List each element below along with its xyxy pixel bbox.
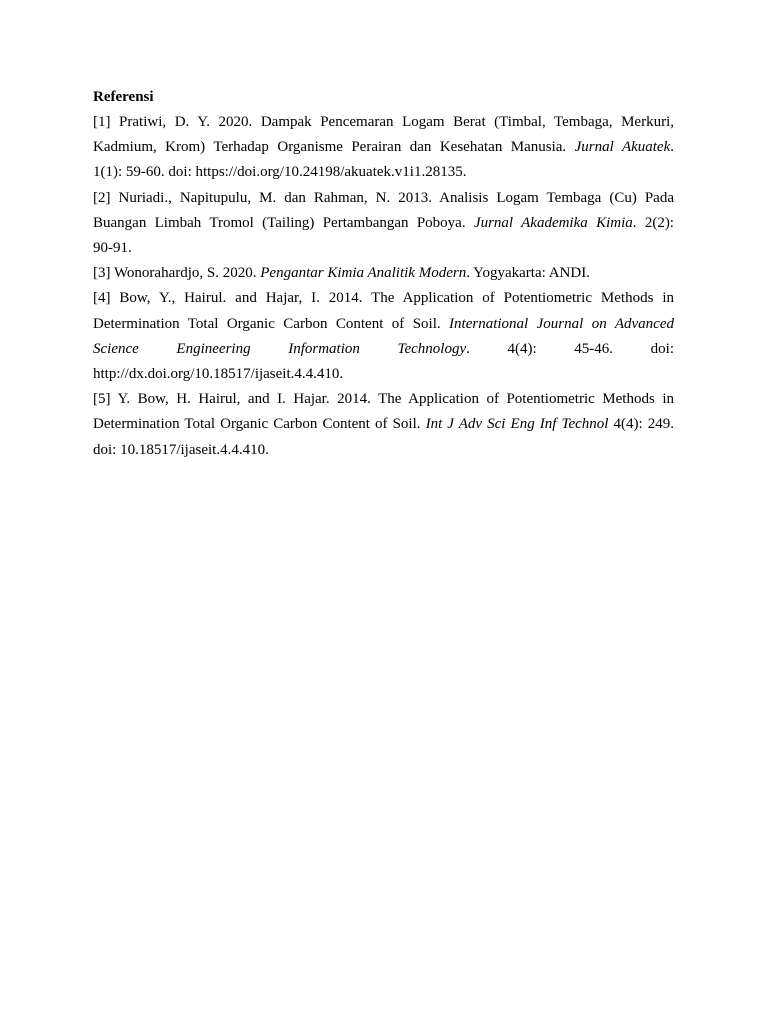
reference-title-italic: Int J Adv Sci Eng Inf Technol [425,416,609,433]
reference-line [93,261,674,286]
reference-entry [93,110,674,186]
reference-line [93,110,674,135]
reference-entry [93,286,674,387]
reference-list [93,110,674,463]
reference-title-italic: Jurnal Akuatek [574,139,671,156]
reference-text: 90-91. [93,240,132,257]
reference-line [93,286,674,311]
reference-line [93,337,674,362]
reference-entry [93,186,674,262]
reference-line [93,160,674,185]
reference-entry [93,261,674,286]
reference-text: Kadmium, Krom) Terhadap Organisme Perairan dan Kesehatan Manusia. [93,139,575,156]
reference-line [93,135,674,160]
reference-line [93,312,674,337]
reference-text: Buangan Limbah Tromol (Tailing) Pertambangan Poboya. [93,214,474,231]
reference-line [93,387,674,412]
references-heading: Referensi [93,89,154,105]
reference-text: [4] Bow, Y., Hairul. and Hajar, I. 2014. The Application of Potentiometric Methods in [93,290,674,307]
reference-line [93,438,674,463]
reference-text: [1] Pratiwi, D. Y. 2020. Dampak Pencemaran Logam Berat (Timbal, Tembaga, Merkuri, [93,114,674,130]
reference-text: . 2(2): [632,214,674,231]
reference-line [93,236,674,261]
reference-title-italic: International Journal on Advanced [449,315,674,332]
reference-entry [93,387,674,463]
reference-title-italic: Jurnal Akademika Kimia [473,214,633,231]
reference-text: doi: 10.18517/ijaseit.4.4.410. [93,441,269,458]
reference-text: [3] Wonorahardjo, S. 2020. [93,265,261,282]
reference-text: Determination Total Organic Carbon Content of Soil. [93,416,426,433]
reference-line [93,362,674,387]
reference-text: http://dx.doi.org/10.18517/ijaseit.4.4.410. [93,366,344,383]
reference-line [93,186,674,211]
reference-text: [2] Nuriadi., Napitupulu, M. dan Rahman, N. 2013. Analisis Logam Tembaga (Cu) Pada [93,189,674,206]
reference-text: 1(1): 59-60. doi: https://doi.org/10.24198/akuatek.v1i1.28135. [93,164,467,181]
reference-line [93,211,674,236]
document-page [93,85,674,463]
reference-line [93,412,674,437]
reference-text: . Yogyakarta: ANDI. [466,265,590,282]
reference-text: [5] Y. Bow, H. Hairul, and I. Hajar. 2014. The Application of Potentiometric Methods in [93,391,674,408]
reference-text: . [670,139,674,156]
reference-text: 4(4): 249. [608,416,674,433]
reference-text: . 4(4): 45-46. doi: [466,340,674,357]
reference-title-italic: Science Engineering Information Technology [93,340,467,357]
reference-title-italic: Pengantar Kimia Analitik Modern [260,265,467,282]
reference-text: Determination Total Organic Carbon Content of Soil. [93,315,450,332]
